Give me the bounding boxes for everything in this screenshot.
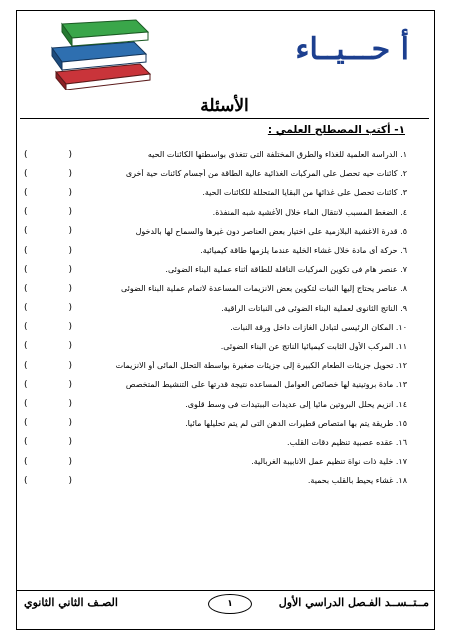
paren-close: ): [68, 264, 72, 275]
question-text: ١١. المركب الأول الثابت كيميائيا الناتج عن البناء الضوئى.: [220, 341, 407, 351]
question-item: [20, 241, 409, 260]
answer-blank[interactable]: [20, 476, 72, 486]
question-text: ٨. عناصر يحتاج إليها النبات لتكوين بعض الانزيمات المساعدة لاتمام عملية البناء الضوئى: [121, 284, 407, 294]
answer-blank[interactable]: [20, 361, 72, 371]
paren-close: ): [68, 360, 72, 371]
question-text: ١. الدراسة العلمية للغذاء والطرق المختلفة التى تتغذى بواسطتها الكائنات الحيه: [147, 150, 407, 160]
paren-open: (: [24, 399, 28, 410]
paren-close: ): [68, 149, 72, 160]
answer-blank[interactable]: [20, 226, 72, 236]
footer-divider: [16, 590, 435, 591]
paren-close: ): [68, 245, 72, 256]
question-item: [20, 356, 409, 375]
question-heading: ١- أكتب المصطلح العلمي :: [267, 124, 405, 136]
paren-close: ): [68, 283, 72, 294]
title-divider: [20, 118, 429, 119]
answer-blank[interactable]: [20, 265, 72, 275]
question-text: ١٨. غشاء يحيط بالقلب بحمية.: [307, 476, 407, 486]
paren-open: (: [24, 379, 28, 390]
question-item: [20, 203, 409, 222]
paren-close: ): [68, 187, 72, 198]
paren-open: (: [24, 264, 28, 275]
question-item: [20, 375, 409, 394]
question-item: [20, 222, 409, 241]
answer-blank[interactable]: [20, 188, 72, 198]
question-item: [20, 279, 409, 298]
question-item: [20, 433, 409, 452]
page-number: ١: [208, 594, 252, 614]
term-label: مــتــســد الفـصل الدراسي الأول: [278, 596, 429, 609]
answer-blank[interactable]: [20, 437, 72, 447]
question-text: ١٥. طريقة يتم بها امتصاص قطيرات الدهن التى لم يتم تحليلها مائيا.: [185, 418, 407, 428]
paren-open: (: [24, 168, 28, 179]
answer-blank[interactable]: [20, 418, 72, 428]
answer-blank[interactable]: [20, 457, 72, 467]
paren-open: (: [24, 437, 28, 448]
question-text: ٤. الضغط المسبب لانتقال الماء خلال الأغشية شبه المنفذة.: [212, 207, 407, 217]
paren-open: (: [24, 187, 28, 198]
paren-open: (: [24, 207, 28, 218]
question-item: [20, 414, 409, 433]
paren-open: (: [24, 303, 28, 314]
question-text: ١٠. المكان الرئيسى لتبادل الغازات داخل ورقة النبات.: [230, 322, 407, 332]
paren-open: (: [24, 475, 28, 486]
paren-open: (: [24, 245, 28, 256]
answer-blank[interactable]: [20, 169, 72, 179]
answer-blank[interactable]: [20, 380, 72, 390]
paren-open: (: [24, 418, 28, 429]
question-item: [20, 394, 409, 413]
question-text: ٣. كائنات تحصل على غذائها من البقايا المتحللة للكائنات الحية.: [202, 188, 407, 198]
answer-blank[interactable]: [20, 150, 72, 160]
answer-blank[interactable]: [20, 207, 72, 217]
question-text: ١٧. خلية ذات نواة تنظيم عمل الانابيبة الغربالية.: [251, 457, 407, 467]
answer-blank[interactable]: [20, 284, 72, 294]
paren-close: ): [68, 475, 72, 486]
paren-open: (: [24, 456, 28, 467]
question-text: ٧. عنصر هام فى تكوين المركبات الناقلة للطاقة أثناء عملية البناء الضوئى.: [165, 265, 407, 275]
question-item: [20, 145, 409, 164]
question-item: [20, 164, 409, 183]
paren-open: (: [24, 360, 28, 371]
question-item: [20, 471, 409, 490]
books-stack-icon: [48, 18, 158, 90]
paren-close: ): [68, 303, 72, 314]
paren-open: (: [24, 149, 28, 160]
question-item: [20, 452, 409, 471]
paren-open: (: [24, 283, 28, 294]
question-text: ٩. الناتج الثانوى لعملية البناء الضوئى فى النباتات الراقية.: [221, 303, 407, 313]
paren-open: (: [24, 226, 28, 237]
question-item: [20, 337, 409, 356]
answer-blank[interactable]: [20, 322, 72, 332]
section-title: الأسئلة: [200, 96, 249, 116]
grade-label: الصـف الثاني الثانوي: [24, 596, 118, 609]
question-item: [20, 299, 409, 318]
question-item: [20, 318, 409, 337]
paren-close: ): [68, 226, 72, 237]
question-item: [20, 183, 409, 202]
subject-title: أ حـــيــاء: [295, 32, 409, 67]
question-text: ٢. كائنات حيه تحصل على المركبات الغذائية عالية الطاقة من أجسام كائنات حية أخرى: [125, 169, 407, 179]
answer-blank[interactable]: [20, 246, 72, 256]
paren-open: (: [24, 322, 28, 333]
paren-close: ): [68, 207, 72, 218]
question-text: ١٦. عقده عصبية تنظيم دقات القلب.: [287, 437, 407, 447]
question-text: ١٢. تحويل جزيئات الطعام الكبيرة إلى جزيئات صغيرة بواسطة التحلل المائى أو الانزيمات: [115, 361, 407, 371]
answer-blank[interactable]: [20, 303, 72, 313]
paren-close: ): [68, 437, 72, 448]
paren-close: ): [68, 456, 72, 467]
paren-close: ): [68, 168, 72, 179]
paren-close: ): [68, 399, 72, 410]
paren-close: ): [68, 418, 72, 429]
paren-open: (: [24, 341, 28, 352]
question-text: ٦. حركة أى مادة خلال غشاء الخلية عندما يلزمها طاقة كيميائية.: [200, 246, 407, 256]
page-footer: [20, 594, 429, 616]
question-text: ١٤. انزيم يحلل البروتين مائيا إلى عديدات الببتيدات فى وسط قلوى.: [185, 399, 407, 409]
answer-blank[interactable]: [20, 341, 72, 351]
question-item: [20, 260, 409, 279]
paren-close: ): [68, 379, 72, 390]
question-text: ٥. قدرة الاغشية البلازمية على اختيار بعض العناصر دون غيرها والسماح لها بالدخول: [135, 226, 407, 236]
paren-close: ): [68, 322, 72, 333]
answer-blank[interactable]: [20, 399, 72, 409]
question-text: ١٣. مادة بروتينية لها خصائص العوامل المساعده نتيجة قدرتها على التنشيط المتخصص: [125, 380, 407, 390]
questions-list: [20, 145, 409, 490]
paren-close: ): [68, 341, 72, 352]
